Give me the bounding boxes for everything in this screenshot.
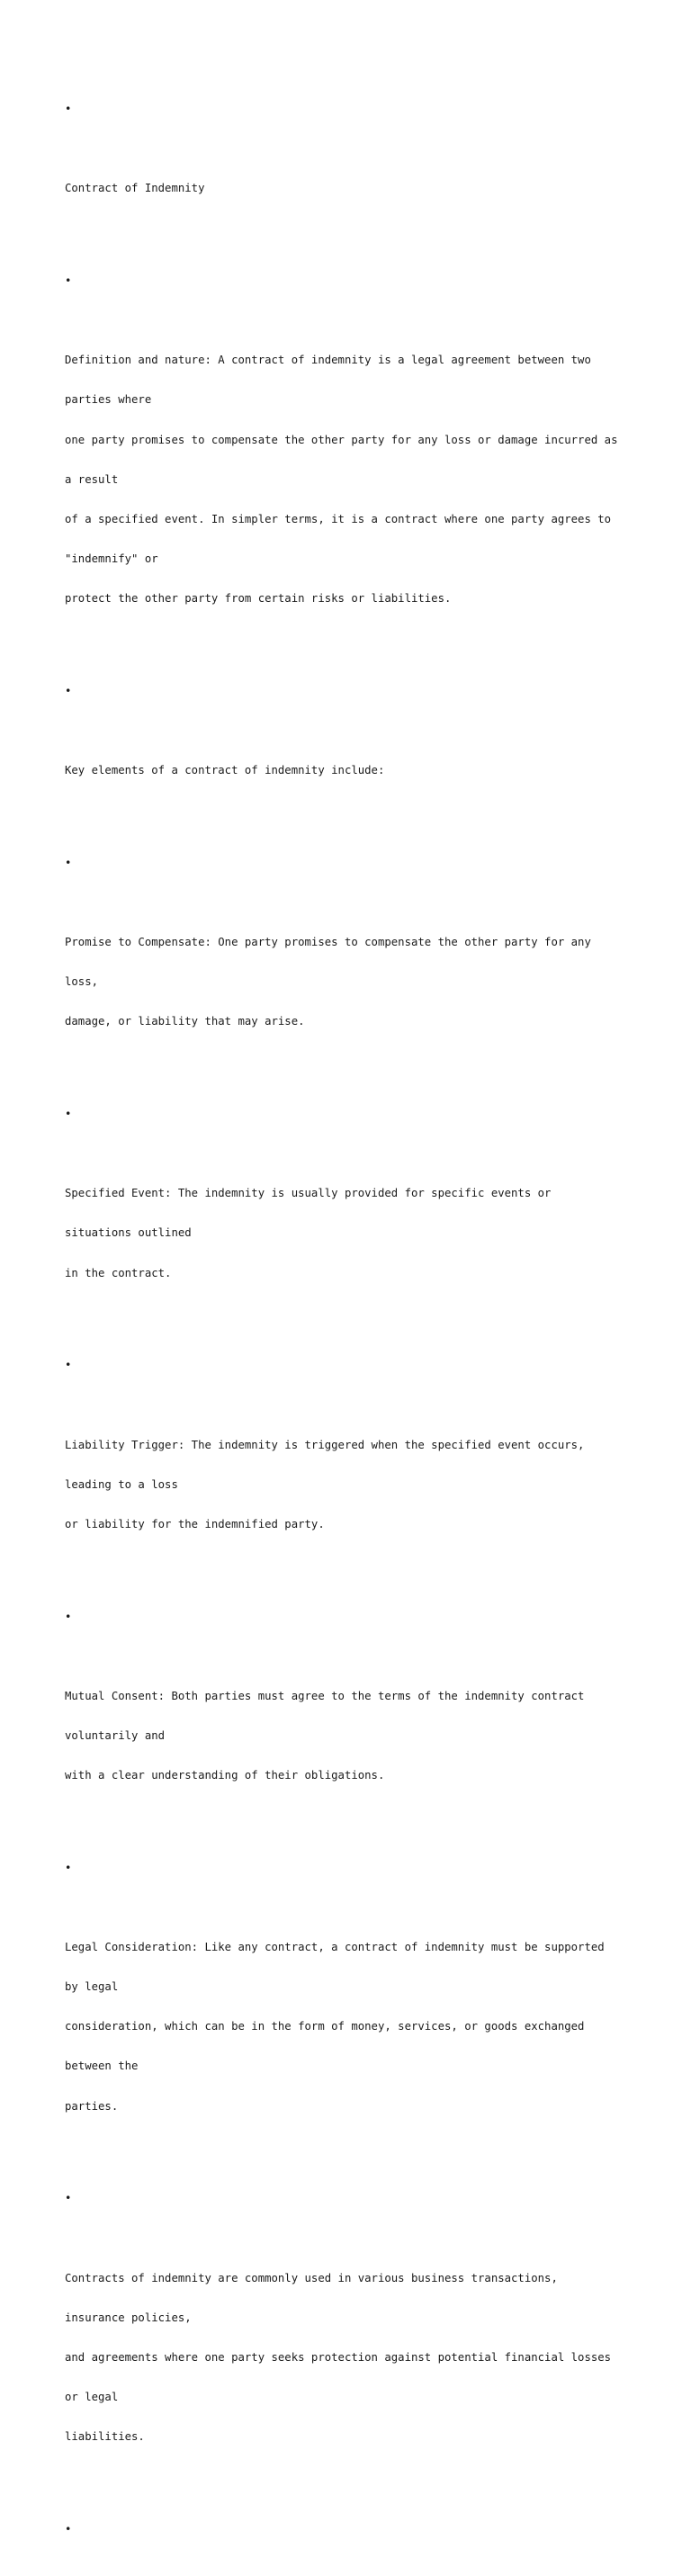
text-line: in the contract.	[65, 1266, 172, 1279]
paragraph-promise	[65, 910, 659, 1055]
text-line: one party promises to compensate the other party for any loss or damage incurred as	[65, 433, 618, 446]
text-line: Definition and nature: A contract of indemnity is a legal agreement between two	[65, 354, 591, 367]
text-line: or legal	[65, 2390, 119, 2403]
document-page	[65, 63, 659, 2576]
text-line: loss,	[65, 975, 99, 989]
text-line: between the	[65, 2060, 139, 2073]
bullet-marker: •	[65, 1359, 72, 1372]
text-line: Specified Event: The indemnity is usually provided for specific events or	[65, 1187, 552, 1200]
bullet-marker: •	[65, 2192, 72, 2205]
text-line: Promise to Compensate: One party promises to compensate the other party for any	[65, 936, 591, 949]
text-line: Mutual Consent: Both parties must agree to the terms of the indemnity contract	[65, 1689, 585, 1702]
text-line: Key elements of a contract of indemnity include:	[65, 764, 385, 777]
text-line: Liability Trigger: The indemnity is triggered when the specified event occurs,	[65, 1438, 585, 1451]
text-line: and agreements where one party seeks protection against potential financial losses	[65, 2350, 612, 2364]
text-line: insurance policies,	[65, 2311, 192, 2324]
text-line: a result	[65, 472, 119, 486]
paragraph-mutual-consent	[65, 1663, 659, 1809]
bullet-marker: •	[65, 856, 72, 869]
text-line: consideration, which can be in the form of money, services, or goods exchanged	[65, 2020, 585, 2033]
text-line: parties where	[65, 393, 152, 407]
paragraph-legal-consideration	[65, 1915, 659, 2140]
text-line: damage, or liability that may arise.	[65, 1015, 305, 1028]
text-line: liabilities.	[65, 2429, 145, 2443]
text-line: "indemnify" or	[65, 552, 158, 565]
text-line: situations outlined	[65, 1226, 192, 1240]
text-line: or liability for the indemnified party.	[65, 1517, 325, 1530]
bullet-marker: •	[65, 1610, 72, 1623]
text-line: Contract of Indemnity	[65, 182, 205, 195]
document-heading	[65, 156, 659, 222]
text-line: by legal	[65, 1980, 119, 1994]
paragraph-definition	[65, 328, 659, 632]
paragraph-key-elements	[65, 738, 659, 804]
bullet-marker: •	[65, 684, 72, 697]
paragraph-usage	[65, 2245, 659, 2470]
bullet-marker: •	[65, 274, 72, 288]
text-line: Legal Consideration: Like any contract, a contract of indemnity must be supported	[65, 1941, 605, 1954]
text-line: voluntarily and	[65, 1728, 166, 1742]
bullet-marker: •	[65, 1861, 72, 1874]
text-line: protect the other party from certain risks or liabilities.	[65, 591, 452, 605]
text-line: with a clear understanding of their obligations.	[65, 1769, 385, 1782]
bullet-marker: •	[65, 103, 72, 116]
bullet-marker: •	[65, 1108, 72, 1121]
paragraph-specified-event	[65, 1161, 659, 1306]
paragraph-liability-trigger	[65, 1412, 659, 1557]
text-line: Contracts of indemnity are commonly used in various business transactions,	[65, 2271, 558, 2284]
text-line: parties.	[65, 2099, 119, 2113]
text-line: of a specified event. In simpler terms, it is a contract where one party agrees to	[65, 512, 612, 525]
bullet-marker: •	[65, 2522, 72, 2536]
text-line: leading to a loss	[65, 1477, 178, 1491]
